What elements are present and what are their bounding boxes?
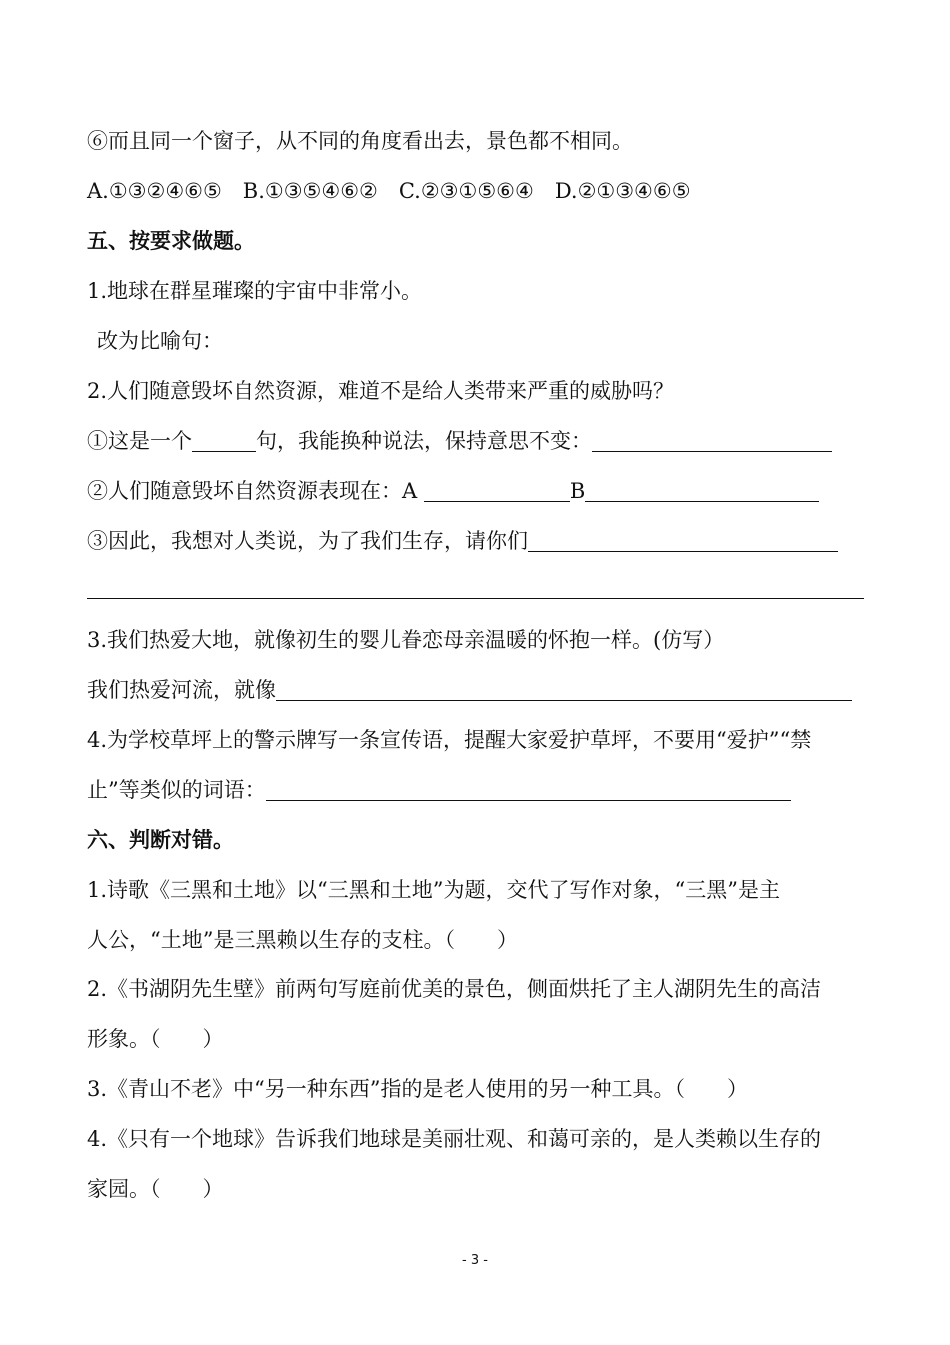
section-heading-5: 五、按要求做题。 — [87, 228, 255, 253]
question-2-part-2 — [87, 476, 819, 506]
question-3-prompt-label: 我们热爱河流，就像 — [87, 678, 276, 702]
question-2-part-2-b-label: B — [569, 479, 586, 503]
section-heading-6: 六、判断对错。 — [87, 827, 234, 852]
appeal-blank[interactable] — [528, 529, 838, 552]
question-2-part-3-label: ③因此，我想对人类说，为了我们生存，请你们 — [87, 529, 528, 553]
question-2-part-1 — [87, 426, 832, 456]
question-2-part-1-label: ①这是一个 — [87, 429, 192, 453]
answer-a-blank[interactable] — [424, 479, 570, 502]
answer-options: A.①③②④⑥⑤ B.①③⑤④⑥② C.②③①⑤⑥④ D.②①③④⑥⑤ — [87, 179, 691, 203]
question-4: 4.为学校草坪上的警示牌写一条宣传语，提醒大家爱护草坪，不要用“爱护”“禁 — [87, 728, 812, 752]
judgment-2: 2.《书湖阴先生壁》前两句写庭前优美的景色，侧面烘托了主人湖阴先生的高洁 — [87, 977, 822, 1001]
slogan-blank[interactable] — [266, 778, 791, 801]
question-2: 2.人们随意毁坏自然资源，难道不是给人类带来严重的威胁吗？ — [87, 379, 675, 403]
judgment-2-continued: 形象。（ ） — [87, 1027, 224, 1051]
question-3-prompt — [87, 675, 852, 705]
question-2-part-1-text: 句，我能换种说法，保持意思不变： — [256, 429, 592, 453]
judgment-1: 1.诗歌《三黑和土地》以“三黑和土地”为题，交代了写作对象，“三黑”是主 — [87, 878, 780, 902]
judgment-1-continued: 人公，“土地”是三黑赖以生存的支柱。（ ） — [87, 928, 518, 952]
imitation-blank[interactable] — [276, 678, 852, 701]
question-4-prompt-label: 止”等类似的词语： — [87, 778, 266, 802]
question-2-part-3 — [87, 526, 838, 556]
rewrite-blank[interactable] — [592, 429, 832, 452]
judgment-4: 4.《只有一个地球》告诉我们地球是美丽壮观、和蔼可亲的，是人类赖以生存的 — [87, 1127, 822, 1151]
question-1: 1.地球在群星璀璨的宇宙中非常小。 — [87, 279, 423, 303]
question-4-continued — [87, 775, 791, 805]
judgment-4-continued: 家园。（ ） — [87, 1177, 224, 1201]
option-item-6: ⑥而且同一个窗子，从不同的角度看出去，景色都不相同。 — [87, 129, 633, 153]
judgment-3: 3.《青山不老》中“另一种东西”指的是老人使用的另一种工具。（ ） — [87, 1077, 749, 1101]
appeal-blank-line-2[interactable] — [87, 598, 864, 599]
answer-b-blank[interactable] — [585, 479, 819, 502]
question-2-part-2-label: ②人们随意毁坏自然资源表现在：A — [87, 479, 424, 503]
page-number: - 3 - — [462, 1253, 488, 1268]
question-1-instruction: 改为比喻句： — [97, 329, 223, 353]
question-3: 3.我们热爱大地，就像初生的婴儿眷恋母亲温暖的怀抱一样。(仿写） — [87, 628, 725, 652]
sentence-type-blank[interactable] — [192, 429, 256, 452]
